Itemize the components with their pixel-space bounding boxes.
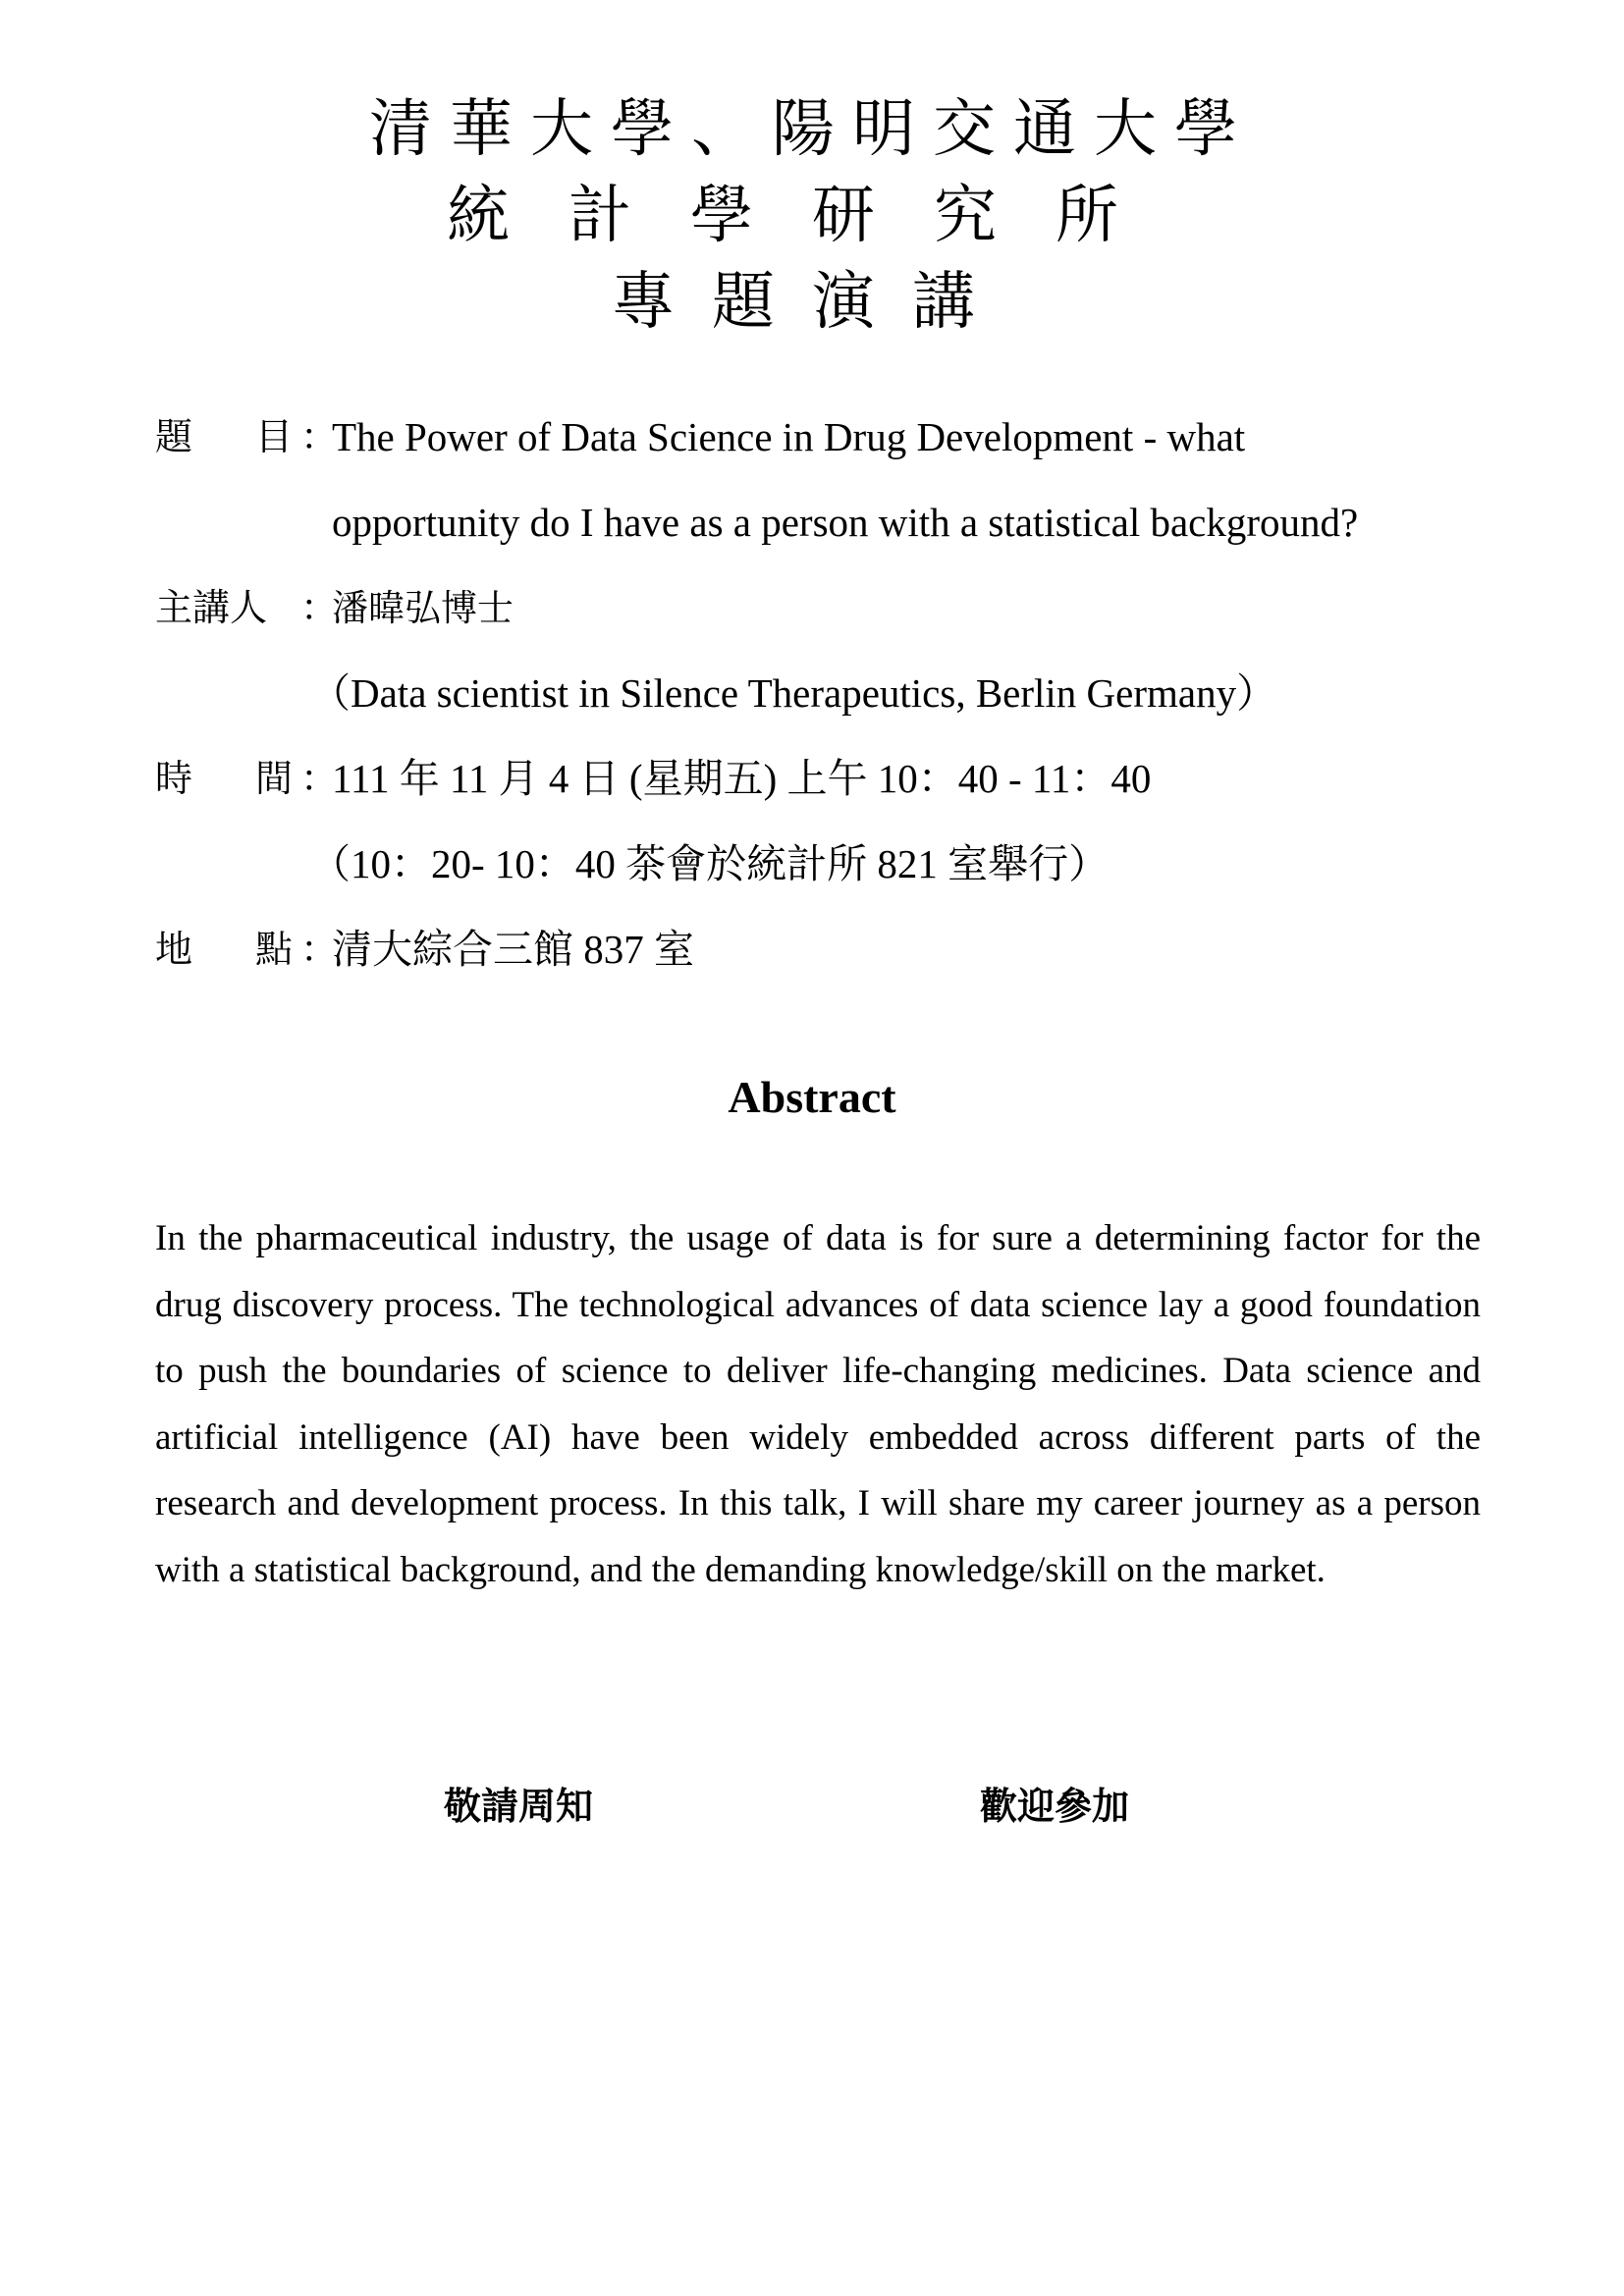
speaker-affiliation: （Data scientist in Silence Therapeutics, Berlin Germany） bbox=[310, 670, 1277, 716]
topic-row-continued bbox=[155, 480, 1530, 565]
welcome-text: 歡迎參加 bbox=[980, 1784, 1130, 1828]
speaker-name: 潘暐弘博士 bbox=[332, 587, 514, 629]
place-colon: ： bbox=[300, 928, 339, 971]
time-row-continued bbox=[155, 822, 1530, 907]
speaker-label: 主講人 bbox=[155, 586, 268, 629]
topic-title-line1: The Power of Data Science in Drug Development - what bbox=[332, 414, 1246, 459]
talk-info bbox=[155, 395, 1530, 992]
time-row bbox=[155, 736, 1530, 822]
tea-time: （10：20- 10：40 茶會於統計所 821 室舉行） bbox=[310, 841, 1110, 886]
place-label: 地 點 bbox=[155, 928, 293, 971]
topic-colon: ： bbox=[300, 415, 339, 458]
university-names: 清華大學、陽明交通大學 bbox=[369, 93, 1255, 166]
topic-title-line2: opportunity do I have as a person with a statistical background? bbox=[332, 500, 1359, 545]
topic-row bbox=[155, 395, 1530, 480]
talk-location: 清大綜合三館 837 室 bbox=[332, 927, 694, 972]
announcement-header bbox=[0, 86, 1624, 346]
time-label: 時 間 bbox=[155, 757, 293, 800]
talk-time: 111 年 11 月 4 日 (星期五) 上午 10：40 - 11：40 bbox=[332, 756, 1152, 801]
speaker-row bbox=[155, 565, 1530, 651]
abstract-heading: Abstract bbox=[728, 1072, 896, 1122]
notice-text: 敬請周知 bbox=[444, 1784, 594, 1828]
abstract-text: In the pharmaceutical industry, the usage of data is for sure a determining factor for the drug discovery process. The technological advances of data science lay a good foundation to push the boundaries of science to deliver life-changing medicines. Data science and artificial intelligence (AI) have been widely embedded across different parts of the research and development process. In this talk, I will share my career journey as a person with a statistical background, and the demanding knowledge/skill on the market. bbox=[155, 1218, 1481, 1590]
topic-label: 題 目 bbox=[155, 415, 293, 458]
event-type: 專題演講 bbox=[612, 266, 1012, 339]
speaker-colon: ： bbox=[300, 586, 339, 629]
place-row bbox=[155, 907, 1530, 992]
institute-name: 統計學研究所 bbox=[447, 180, 1177, 252]
speaker-row-continued bbox=[155, 651, 1530, 736]
time-colon: ： bbox=[300, 757, 339, 800]
